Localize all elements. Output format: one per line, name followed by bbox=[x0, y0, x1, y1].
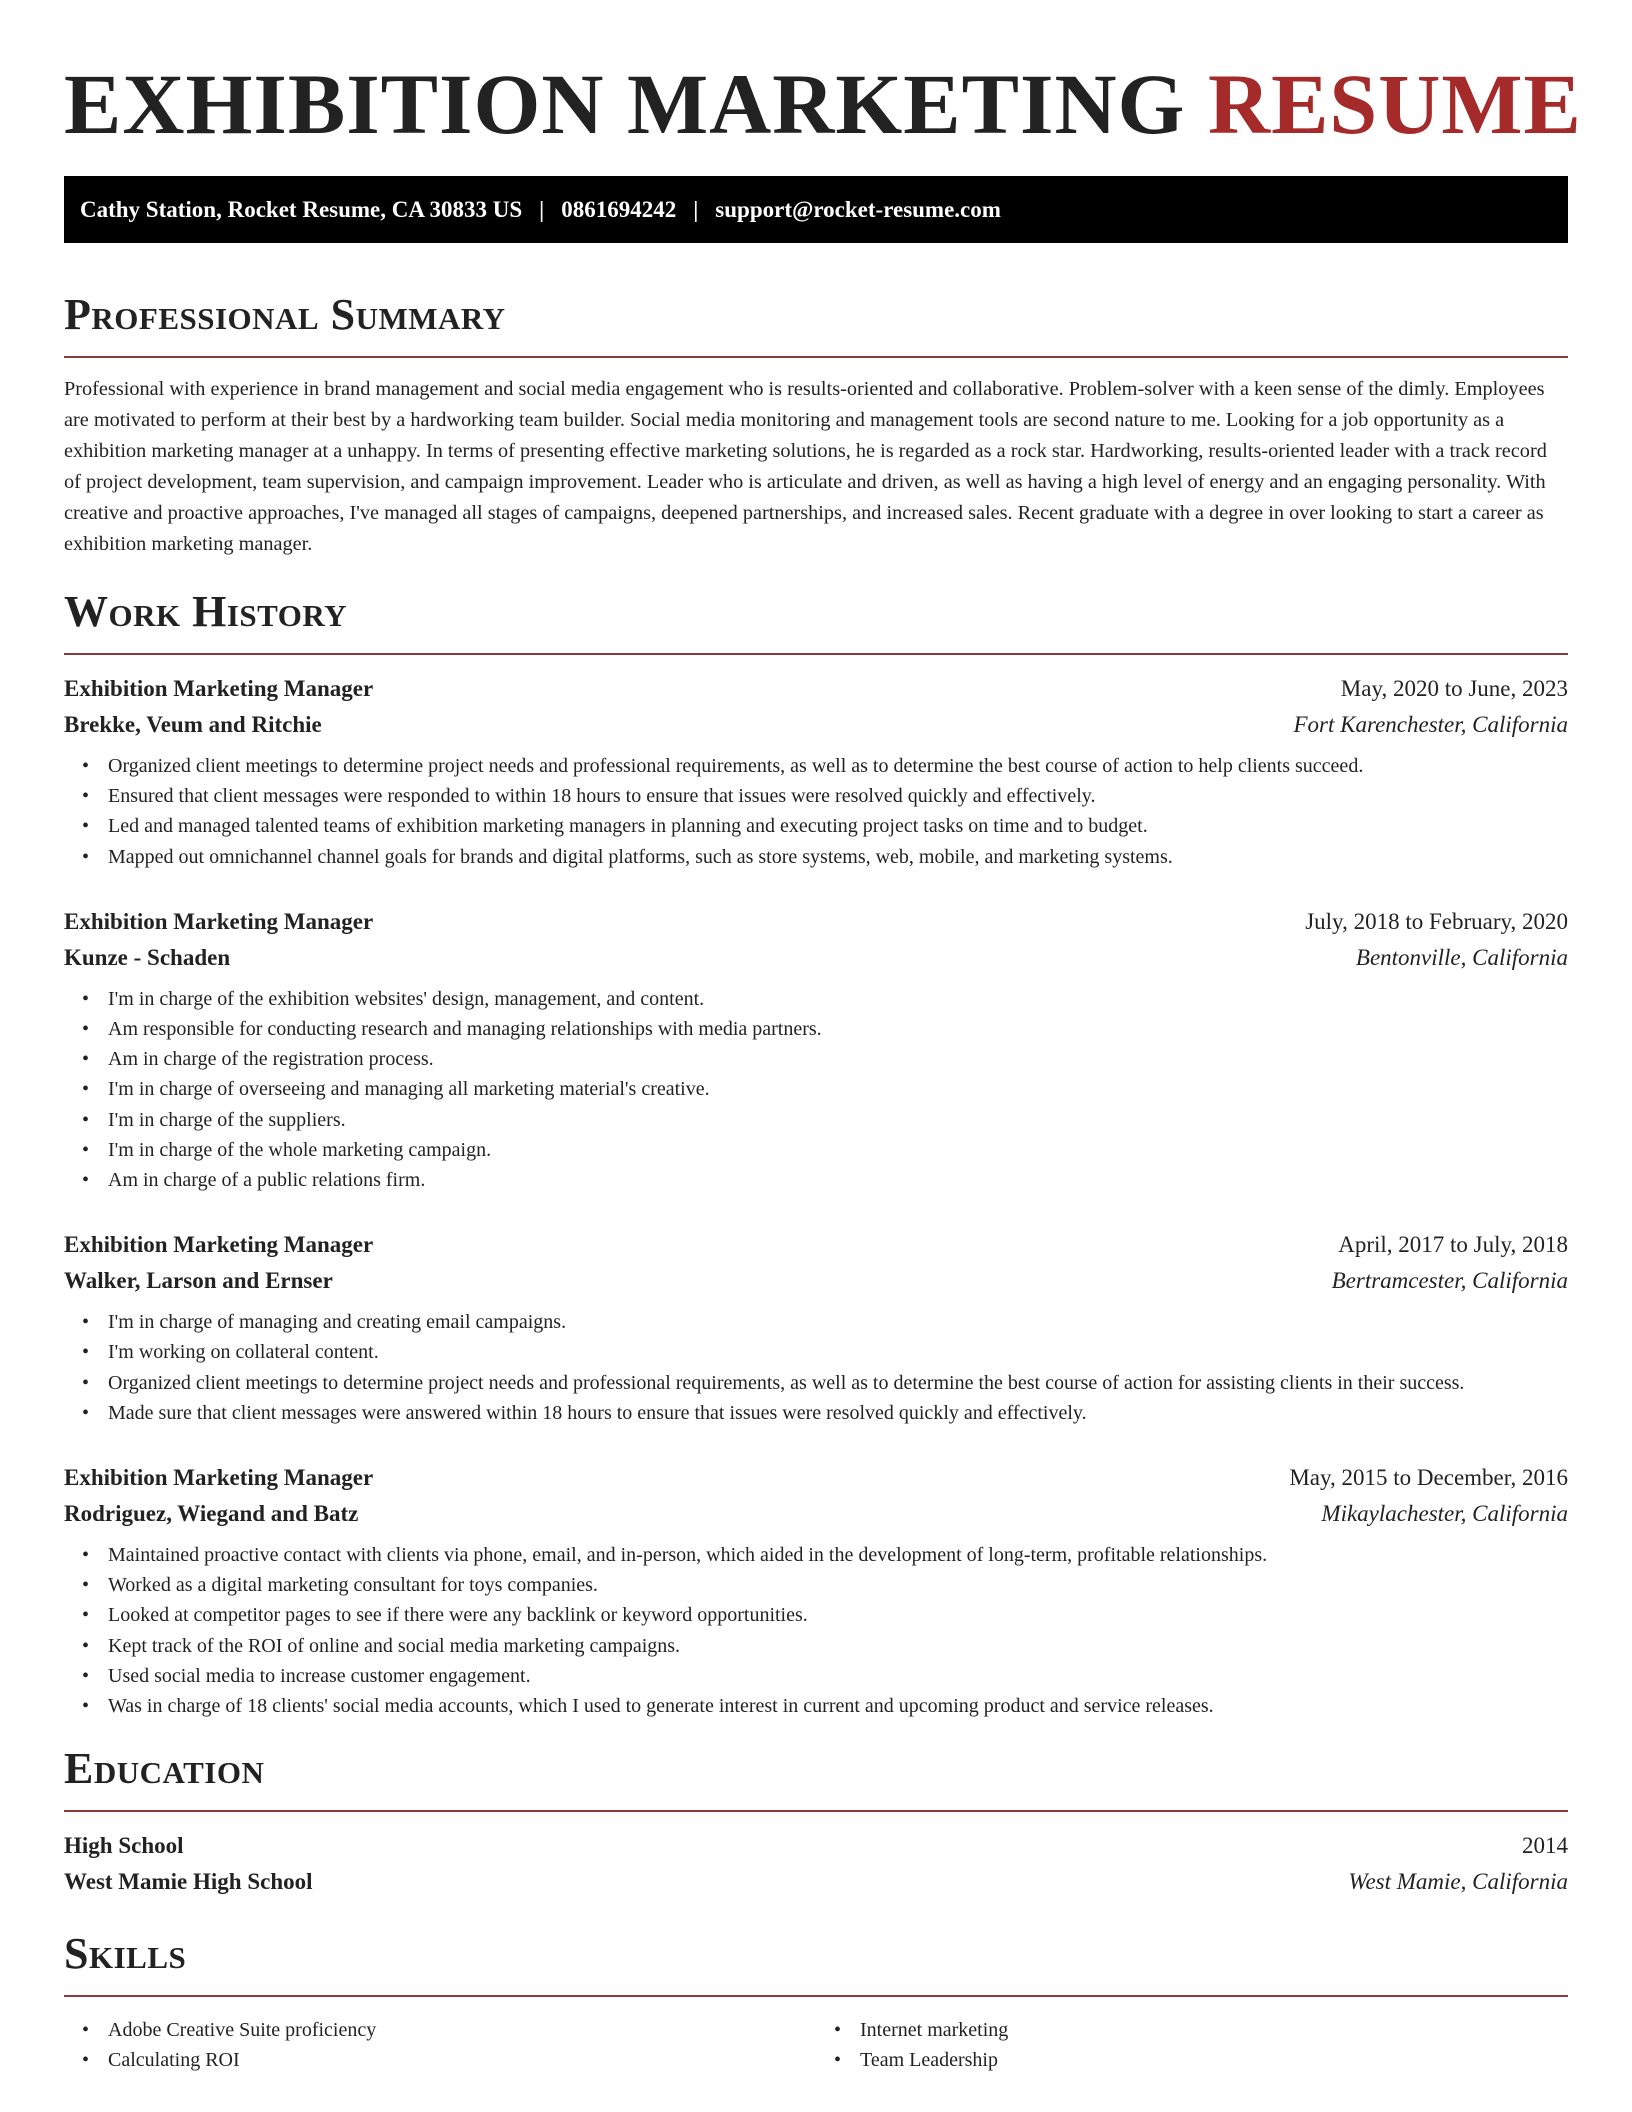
job-bullet: • Made sure that client messages were answered within 18 hours to ensure that issues were resolved quickly and effectively. bbox=[108, 1398, 1568, 1428]
job-company: Brekke, Veum and Ritchie bbox=[64, 712, 322, 737]
job-bullet: • I'm in charge of the whole marketing campaign. bbox=[108, 1135, 1568, 1165]
job-bullet: • Kept track of the ROI of online and social media marketing campaigns. bbox=[108, 1631, 1568, 1661]
resume-title bbox=[64, 54, 1582, 154]
education-location: West Mamie, California bbox=[1348, 1869, 1568, 1895]
job-title: Exhibition Marketing Manager bbox=[64, 1465, 374, 1491]
job-bullet: • I'm in charge of the suppliers. bbox=[108, 1105, 1568, 1135]
title-accent: RESUME bbox=[1207, 56, 1582, 152]
job-bullet: • I'm in charge of the exhibition websites' design, management, and content. bbox=[108, 984, 1568, 1014]
job-bullet: • Ensured that client messages were responded to within 18 hours to ensure that issues were resolved quickly and effectively. bbox=[108, 781, 1568, 811]
skills-list bbox=[64, 2013, 1568, 2075]
job-bullet: • Mapped out omnichannel channel goals for brands and digital platforms, such as store systems, web, mobile, and marketing systems. bbox=[108, 842, 1568, 872]
contact-bar bbox=[64, 176, 1568, 243]
section-heading-skills: Skills bbox=[64, 1929, 187, 1979]
education-section bbox=[64, 1743, 1568, 1900]
summary-text: Professional with experience in brand management and social media engagement who is results-oriented and collaborative. Problem-solver with a keen sense of the dimly. Employees are motivated to perform at their best by a hardworking team builder. Social media monitoring and management tools are second nature to me. Looking for a job opportunity as a exhibition marketing manager at a unhappy. In terms of presenting effective marketing solutions, he is regarded as a rock star. Hardworking, results-oriented leader with a track record of project development, team supervision, and campaign improvement. Leader who is articulate and driven, as well as having a high level of energy and an engaging personality. With creative and proactive approaches, I've managed all stages of campaigns, deepened partnerships, and increased sales. Recent graduate with a degree in over looking to start a career as exhibition marketing manager. bbox=[64, 378, 1547, 555]
education-school: West Mamie High School bbox=[64, 1869, 313, 1895]
job-bullet: • I'm working on collateral content. bbox=[108, 1337, 1568, 1367]
job-entry bbox=[64, 671, 1568, 872]
summary-section bbox=[64, 289, 1568, 560]
section-heading-education: Education bbox=[64, 1744, 265, 1794]
job-bullet: • Am in charge of a public relations firm. bbox=[108, 1165, 1568, 1195]
job-bullet: • Organized client meetings to determine project needs and professional requirements, as well as to determine the best course of action for assisting clients in their success. bbox=[108, 1368, 1568, 1398]
job-bullet: • Looked at competitor pages to see if there were any backlink or keyword opportunities. bbox=[108, 1600, 1568, 1630]
job-location: Mikaylachester, California bbox=[1321, 1501, 1568, 1527]
job-company: Kunze - Schaden bbox=[64, 944, 231, 970]
job-title: Exhibition Marketing Manager bbox=[64, 908, 374, 934]
job-entry bbox=[64, 1227, 1568, 1428]
job-bullets bbox=[64, 1540, 1568, 1721]
job-location: Bertramcester, California bbox=[1331, 1268, 1568, 1294]
section-heading-work-history: Work History bbox=[64, 587, 348, 636]
education-entry bbox=[64, 1828, 1568, 1900]
job-bullets bbox=[64, 1307, 1568, 1428]
job-bullet: • Worked as a digital marketing consultant for toys companies. bbox=[108, 1570, 1568, 1600]
job-bullet: • Am in charge of the registration process. bbox=[108, 1044, 1568, 1074]
job-bullet: • Organized client meetings to determine project needs and professional requirements, as well as to determine the best course of action to help clients succeed. bbox=[108, 751, 1568, 781]
job-company: Rodriguez, Wiegand and Batz bbox=[64, 1501, 359, 1527]
skill-item: • Team Leadership bbox=[860, 2045, 1568, 2075]
job-bullet: • Used social media to increase customer engagement. bbox=[108, 1661, 1568, 1691]
job-entry bbox=[64, 1460, 1568, 1721]
contact-phone: 0861694242 bbox=[561, 196, 677, 222]
job-location: Bentonville, California bbox=[1355, 944, 1568, 970]
section-divider bbox=[64, 356, 1568, 358]
job-bullet: • I'm in charge of overseeing and managing all marketing material's creative. bbox=[108, 1074, 1568, 1104]
skill-item: • Calculating ROI bbox=[108, 2045, 816, 2075]
job-bullet: • Maintained proactive contact with clients via phone, email, and in-person, which aided in the development of long-term, profitable relationships. bbox=[108, 1540, 1568, 1570]
job-dates: July, 2018 to February, 2020 bbox=[1305, 908, 1568, 934]
title-main: EXHIBITION MARKETING bbox=[64, 56, 1186, 152]
skill-item: • Adobe Creative Suite proficiency bbox=[108, 2015, 816, 2045]
job-dates: May, 2020 to June, 2023 bbox=[1340, 676, 1568, 701]
job-title: Exhibition Marketing Manager bbox=[64, 1232, 374, 1258]
work-history-section bbox=[64, 586, 1568, 1721]
job-location: Fort Karenchester, California bbox=[1293, 712, 1568, 737]
job-bullet: • I'm in charge of managing and creating email campaigns. bbox=[108, 1307, 1568, 1337]
job-bullet: • Led and managed talented teams of exhibition marketing managers in planning and executing project tasks on time and to budget. bbox=[108, 811, 1568, 841]
contact-separator: | bbox=[693, 196, 699, 222]
job-bullet: • Was in charge of 18 clients' social media accounts, which I used to generate interest in current and upcoming product and service releases. bbox=[108, 1691, 1568, 1721]
section-divider bbox=[64, 1810, 1568, 1812]
job-dates: May, 2015 to December, 2016 bbox=[1289, 1465, 1568, 1491]
skill-item: • Internet marketing bbox=[860, 2015, 1568, 2045]
job-bullets bbox=[64, 751, 1568, 872]
education-year: 2014 bbox=[1522, 1833, 1568, 1859]
contact-email: support@rocket-resume.com bbox=[715, 196, 1001, 222]
skills-column-left bbox=[64, 2015, 816, 2075]
contact-address: Cathy Station, Rocket Resume, CA 30833 US bbox=[80, 196, 523, 222]
job-title: Exhibition Marketing Manager bbox=[64, 676, 374, 701]
job-dates: April, 2017 to July, 2018 bbox=[1338, 1232, 1568, 1258]
job-bullet: • Am responsible for conducting research and managing relationships with media partners. bbox=[108, 1014, 1568, 1044]
skills-section bbox=[64, 1928, 1568, 2075]
section-heading-summary: Professional Summary bbox=[64, 290, 506, 339]
job-company: Walker, Larson and Ernser bbox=[64, 1268, 333, 1294]
section-divider bbox=[64, 653, 1568, 655]
skills-column-right bbox=[816, 2015, 1568, 2075]
job-entry bbox=[64, 904, 1568, 1195]
education-degree: High School bbox=[64, 1833, 184, 1859]
job-bullets bbox=[64, 984, 1568, 1195]
contact-separator: | bbox=[539, 196, 545, 222]
section-divider bbox=[64, 1995, 1568, 1997]
